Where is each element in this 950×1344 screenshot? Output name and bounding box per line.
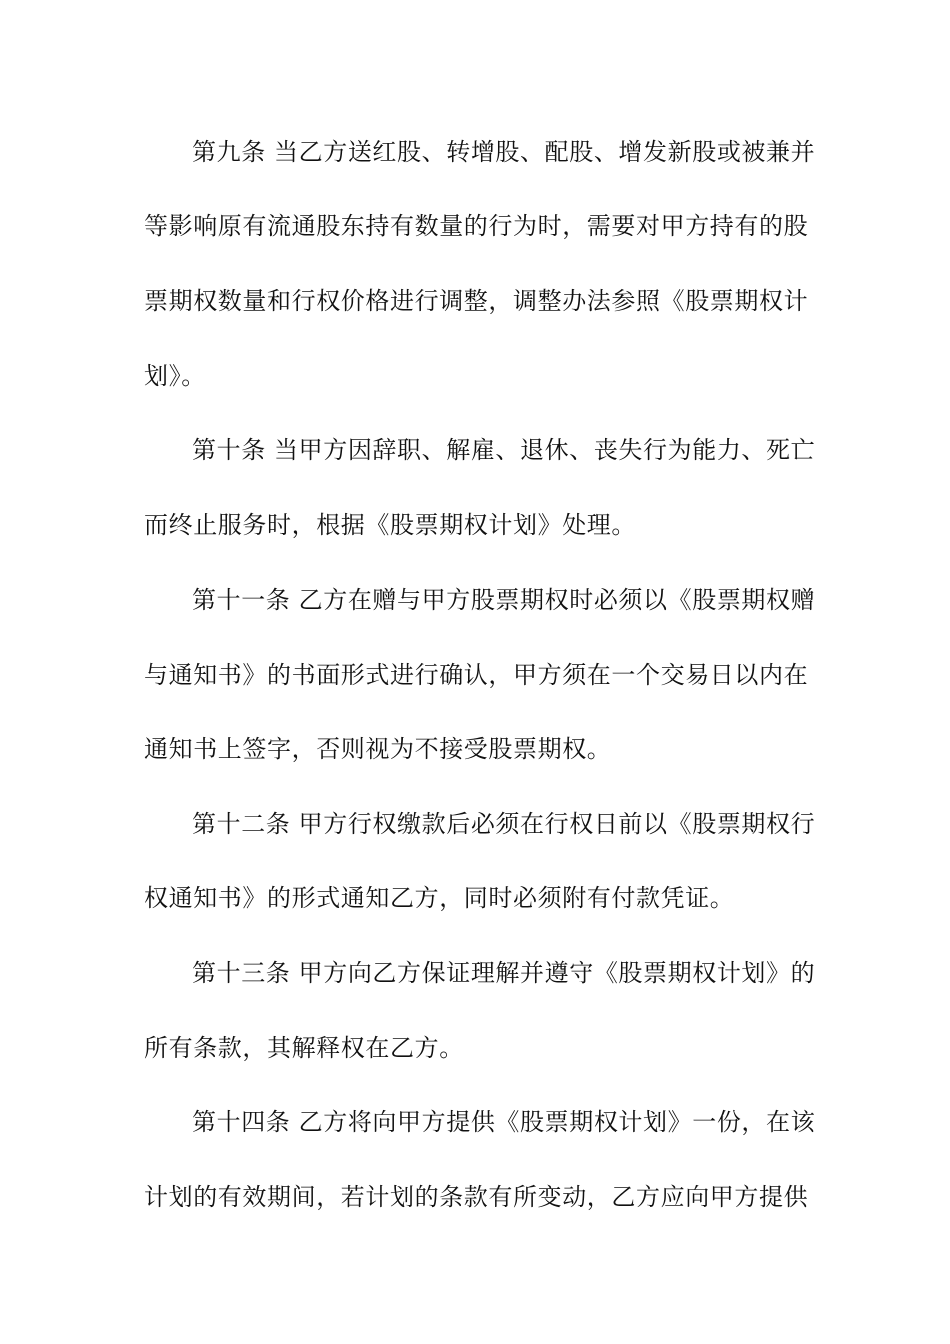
article-14-line-1: 第十四条 乙方将向甲方提供《股票期权计划》一份，在该: [192, 1108, 816, 1136]
article-11-line-3: 通知书上签字，否则视为不接受股票期权。: [144, 735, 612, 763]
article-9-line-3: 票期权数量和行权价格进行调整，调整办法参照《股票期权计: [144, 287, 809, 315]
article-13-line-2: 所有条款，其解释权在乙方。: [144, 1034, 464, 1062]
article-11-line-2: 与通知书》的书面形式进行确认，甲方须在一个交易日以内在: [144, 661, 809, 689]
article-12-line-2: 权通知书》的形式通知乙方，同时必须附有付款凭证。: [144, 884, 735, 912]
article-10-line-1: 第十条 当甲方因辞职、解雇、退休、丧失行为能力、死亡: [192, 436, 816, 464]
article-14-line-2: 计划的有效期间，若计划的条款有所变动，乙方应向甲方提供: [144, 1183, 809, 1211]
article-10-line-2: 而终止服务时，根据《股票期权计划》处理。: [144, 511, 636, 539]
article-9-line-2: 等影响原有流通股东持有数量的行为时，需要对甲方持有的股: [144, 212, 809, 240]
article-11-line-1: 第十一条 乙方在赠与甲方股票期权时必须以《股票期权赠: [192, 586, 816, 614]
article-9-line-1: 第九条 当乙方送红股、转增股、配股、增发新股或被兼并: [192, 138, 816, 166]
article-13-line-1: 第十三条 甲方向乙方保证理解并遵守《股票期权计划》的: [192, 959, 816, 987]
article-12-line-1: 第十二条 甲方行权缴款后必须在行权日前以《股票期权行: [192, 810, 816, 838]
article-9-line-4: 划》。: [144, 362, 206, 390]
